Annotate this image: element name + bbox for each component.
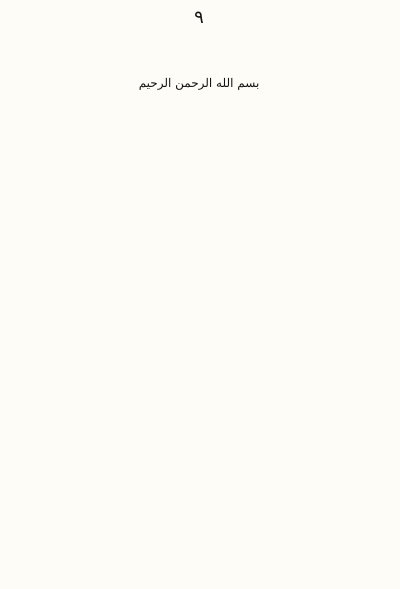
title-line: [14, 47, 384, 64]
text-line: [14, 483, 384, 501]
text-line: [14, 465, 384, 483]
text-line: [14, 501, 384, 519]
text-line: [14, 307, 384, 325]
text-line: [14, 149, 384, 167]
text-line: [14, 290, 384, 308]
text-line: [14, 219, 384, 237]
text-line: [14, 413, 384, 431]
text-line: [14, 360, 384, 378]
text-line: [14, 448, 384, 466]
folio-number: ٩: [194, 7, 204, 28]
text-line: [14, 114, 384, 132]
title-block: [14, 30, 384, 66]
basmala: بسم الله الرحمن الرحيم: [138, 76, 260, 90]
text-line: [14, 184, 384, 202]
text-line: [14, 395, 384, 413]
text-line: [14, 536, 384, 554]
text-line: [14, 342, 384, 360]
text-line: [14, 378, 384, 396]
text-line: [14, 430, 384, 448]
text-line: [14, 254, 384, 272]
text-line: [14, 571, 384, 589]
text-line: [14, 96, 384, 114]
text-line: [14, 202, 384, 220]
text-line: [14, 131, 384, 149]
text-line: [14, 166, 384, 184]
text-line: [14, 553, 384, 571]
text-line: [14, 518, 384, 536]
text-line: [14, 325, 384, 343]
title-line: [14, 30, 384, 47]
text-line: [14, 237, 384, 255]
text-line: [14, 272, 384, 290]
body-text: [14, 96, 384, 589]
